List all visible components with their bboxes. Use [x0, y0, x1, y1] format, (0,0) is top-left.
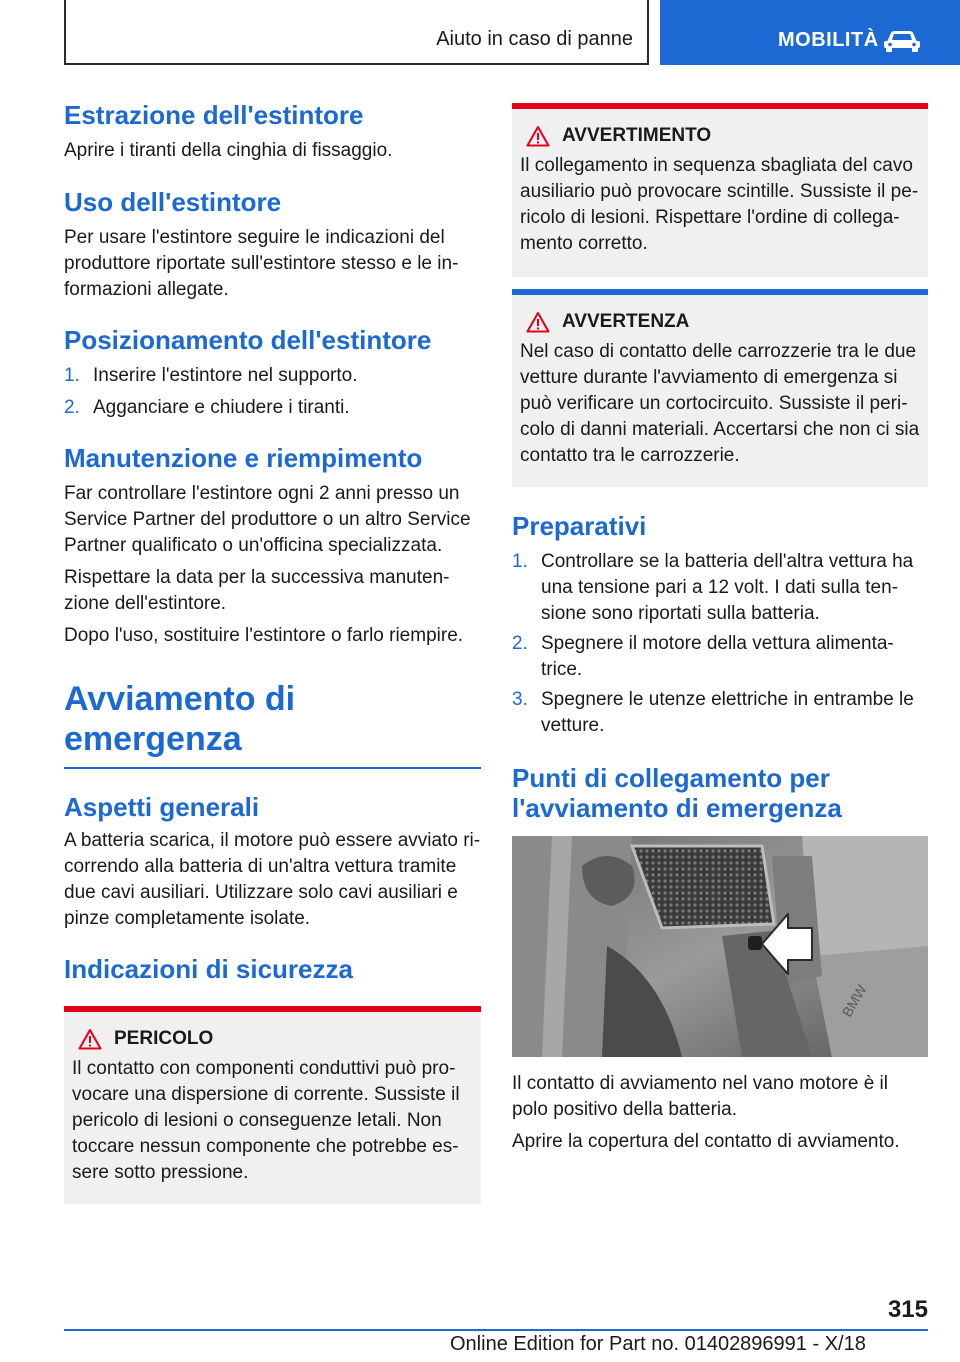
heading-manutenzione: Manutenzione e riempimento — [64, 443, 423, 473]
avvertimento-title-row — [520, 123, 920, 149]
avvertenza-title-row — [520, 309, 920, 335]
list-text: Agganciare e chiudere i tiranti. — [93, 397, 350, 418]
page-number: 315 — [887, 1296, 928, 1323]
list-number: 2. — [512, 633, 528, 654]
list-item — [512, 549, 928, 627]
avvertimento-box — [512, 103, 928, 277]
list-number: 1. — [64, 365, 80, 386]
text-estrazione: Aprire i tiranti della cinghia di fissaggio. — [64, 140, 393, 161]
list-posizionamento — [64, 363, 481, 421]
footer-rule — [64, 1329, 928, 1331]
engine-cover-logo: BMW — [838, 981, 870, 1020]
section-rule — [64, 767, 481, 769]
list-item — [64, 363, 481, 389]
heading-avviamento: Avviamento di emergenza — [64, 680, 296, 758]
edition-text: Online Edition for Part no. 01402896991 - X/18 — [450, 1333, 866, 1355]
heading-aspetti: Aspetti generali — [64, 792, 260, 822]
text-aspetti: A batteria scarica, il motore può essere avviato ricorrendo alla batteria di un'altra vettura tramite due cavi ausiliari. Utilizzare solo cavi ausiliari e pinze completamente isolate. — [64, 830, 481, 929]
left-column — [64, 100, 481, 1204]
list-number: 3. — [512, 689, 528, 710]
list-item — [512, 687, 928, 739]
avvertenza-box — [512, 289, 928, 487]
list-number: 1. — [512, 551, 528, 572]
warning-triangle-icon — [526, 311, 550, 333]
list-text: Inserire l'estintore nel supporto. — [93, 365, 358, 386]
header-section-title: Aiuto in caso di panne — [436, 28, 633, 50]
list-text: Spegnere le utenze elettriche in entrambe le vetture. — [541, 689, 914, 736]
heading-preparativi: Preparativi — [512, 511, 647, 541]
header-section-box — [64, 0, 649, 65]
avvertenza-text: Nel caso di contatto delle carrozzerie tra le due vetture durante l'avviamento di emergenza si può verificare un cortocircuito. Sussiste il pericolo di danni materiali. Accertarsi che non ci sia contatto tra le carrozzerie. — [520, 341, 920, 466]
header-chapter-tab[interactable] — [660, 0, 960, 65]
list-text: Spegnere il motore della vettura alimentatrice. — [541, 633, 894, 680]
engine-bay-photo — [512, 836, 928, 1057]
warning-triangle-icon — [526, 125, 550, 147]
text-punti-2: Aprire la copertura del contatto di avviamento. — [512, 1131, 900, 1152]
jump-start-terminal — [748, 936, 762, 950]
list-text: Controllare se la batteria dell'altra vettura ha una tensione pari a 12 volt. I dati sulla tensione sono riportati sulla batteria. — [541, 551, 914, 624]
pericolo-title-row — [72, 1026, 473, 1052]
heading-punti: Punti di collegamento per l'avviamento di emergenza — [512, 763, 842, 823]
pericolo-title: PERICOLO — [114, 1028, 214, 1049]
list-item — [512, 631, 928, 683]
text-manutenzione-3: Dopo l'uso, sostituire l'estintore o farlo riempire. — [64, 625, 464, 646]
list-number: 2. — [64, 397, 80, 418]
car-icon — [882, 28, 922, 52]
heading-uso: Uso dell'estintore — [64, 187, 282, 217]
avvertenza-title: AVVERTENZA — [562, 311, 690, 332]
right-column — [512, 103, 928, 1155]
text-uso: Per usare l'estintore seguire le indicazioni del produttore riportate sull'estintore stesso e le informazioni allegate. — [64, 227, 459, 300]
warning-triangle-icon — [78, 1028, 102, 1050]
heading-posizionamento: Posizionamento dell'estintore — [64, 325, 432, 355]
heading-estrazione: Estrazione dell'estintore — [64, 100, 364, 130]
pericolo-text: Il contatto con componenti conduttivi può provocare una dispersione di corrente. Sussiste il pericolo di lesioni o conseguenze letali. Non toccare nessun componente che potrebbe essere sotto pressione. — [72, 1058, 460, 1183]
text-punti-1: Il contatto di avviamento nel vano motore è il polo positivo della batteria. — [512, 1073, 888, 1120]
heading-sicurezza: Indicazioni di sicurezza — [64, 954, 353, 984]
list-preparativi — [512, 549, 928, 739]
avvertimento-text: Il collegamento in sequenza sbagliata del cavo ausiliario può provocare scintille. Sussiste il pericolo di lesioni. Rispettare l'ordine di collegamento corretto. — [520, 155, 919, 254]
text-manutenzione-2: Rispettare la data per la successiva manutenzione dell'estintore. — [64, 567, 450, 614]
header-chapter-label: MOBILITÀ — [778, 29, 879, 51]
pericolo-box — [64, 1006, 481, 1204]
list-item — [64, 395, 481, 421]
text-manutenzione-1: Far controllare l'estintore ogni 2 anni presso un Service Partner del produttore o un altro Service Partner qualificato o un'officina specializzata. — [64, 483, 471, 556]
avvertimento-title: AVVERTIMENTO — [562, 125, 712, 146]
